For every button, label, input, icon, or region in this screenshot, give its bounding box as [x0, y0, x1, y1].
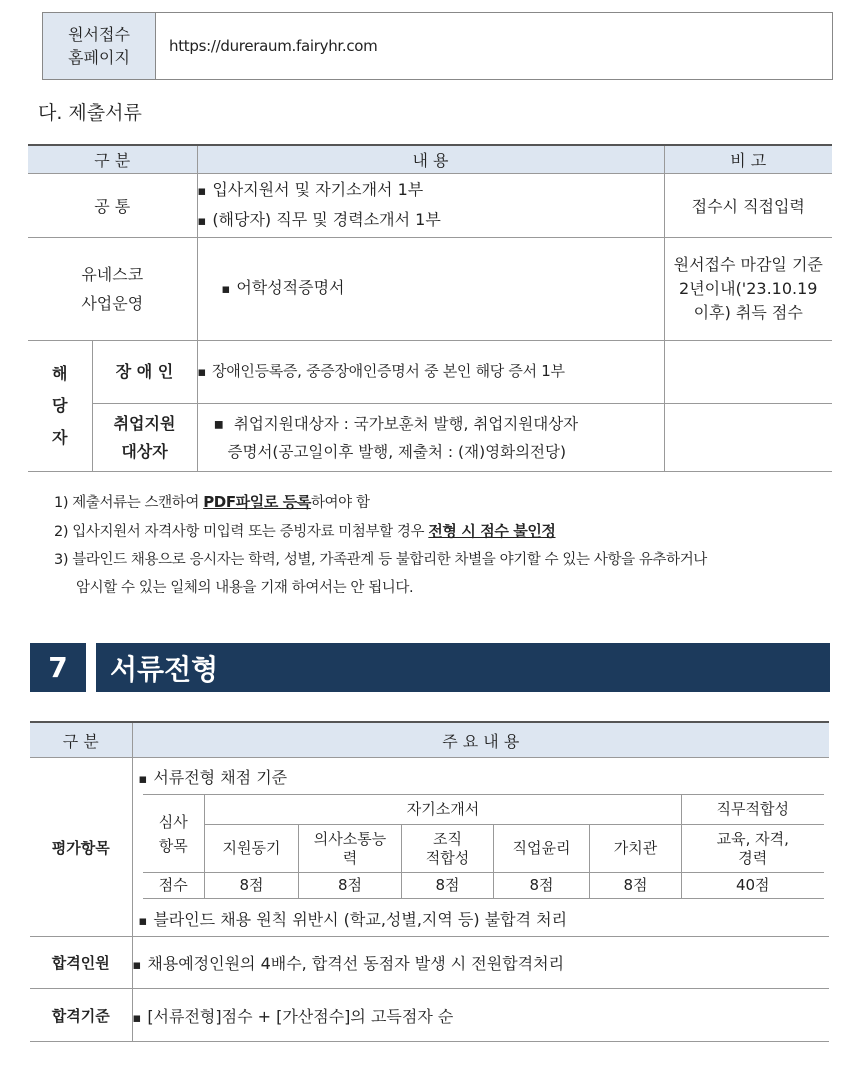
score-group-self-intro: 자기소개서	[205, 795, 682, 825]
disabled-label: 장 애 인	[92, 341, 197, 404]
documents-row-unesco	[28, 238, 832, 341]
pass-criteria-text: ▪ [서류전형]점수 + [가산점수]의 고득점자 순	[132, 989, 829, 1042]
documents-heading: 다. 제출서류	[38, 102, 142, 124]
applicable-label-line1: 해	[52, 364, 68, 383]
unesco-label-line1: 유네스코	[81, 265, 144, 284]
score-items-row	[143, 825, 824, 873]
pass-criteria-label: 합격기준	[30, 989, 132, 1042]
employment-support-item-line1: ▪ 취업지원대상자 : 국가보훈처 발행, 취업지원대상자	[213, 414, 579, 433]
score-item-header-line1: 심사	[158, 812, 188, 831]
employment-support-item-line2: 증명서(공고일이후 발행, 제출처 : (재)영화의전당)	[227, 442, 567, 461]
apply-homepage-label-line1: 원서접수	[68, 25, 130, 44]
disabled-item: ▪ 장애인등록증, 중증장애인증명서 중 본인 해당 증서 1부	[198, 357, 664, 387]
note-1-emphasis: PDF파일로 등록	[203, 493, 311, 511]
blind-rule: ▪ 블라인드 채용 원칙 위반시 (학교,성별,지역 등) 불합격 처리	[133, 907, 830, 930]
note-1-suffix: 하여야 함	[310, 495, 370, 511]
note-1-prefix: 1) 제출서류는 스캔하여	[54, 495, 204, 511]
employment-support-item-text1: 취업지원대상자 : 국가보훈처 발행, 취업지원대상자	[233, 414, 579, 433]
documents-row-employment-support	[28, 404, 832, 472]
score-value: 8점	[402, 873, 494, 899]
score-item: 지원동기	[205, 825, 299, 873]
common-note: 접수시 직접입력	[664, 174, 832, 238]
common-item: ▪ (해당자) 직무 및 경력소개서 1부	[198, 206, 664, 236]
documents-header-row	[28, 145, 832, 174]
score-item: 의사소통능 력	[299, 825, 402, 873]
documents-table	[28, 144, 832, 472]
section-number: 7	[30, 643, 86, 692]
score-values-row	[143, 873, 824, 899]
apply-homepage-label-line2: 홈페이지	[68, 48, 130, 67]
pass-count-row	[30, 937, 829, 989]
evaluation-label: 평가항목	[30, 758, 132, 937]
unesco-item: ▪ 어학성적증명서	[222, 274, 664, 304]
unesco-note-line1: 원서접수 마감일 기준	[673, 255, 823, 274]
unesco-note-line2: 2년이내('23.10.19	[679, 279, 818, 298]
employment-support-label-line1: 취업지원	[113, 413, 176, 433]
evaluation-row	[30, 758, 829, 937]
score-value: 8점	[494, 873, 590, 899]
common-item: ▪ 입사지원서 및 자기소개서 1부	[198, 176, 664, 206]
unesco-note	[664, 238, 832, 341]
pass-count-label: 합격인원	[30, 937, 132, 989]
score-table	[143, 794, 824, 899]
score-item: 직업윤리	[494, 825, 590, 873]
screening-table	[30, 721, 829, 1042]
note-3-line1: 3) 블라인드 채용으로 응시자는 학력, 성별, 가족관계 등 불합리한 차별을 야기할 수 있는 사항을 유추하거나	[54, 552, 707, 568]
score-group-row	[143, 795, 824, 825]
applicable-label-line2: 당	[52, 396, 68, 415]
score-value: 8점	[205, 873, 299, 899]
common-label: 공 통	[28, 174, 197, 238]
unesco-items	[197, 238, 664, 341]
unesco-label-line2: 사업운영	[81, 294, 144, 313]
score-item: 조직 적합성	[402, 825, 494, 873]
documents-row-common	[28, 174, 832, 238]
unesco-note-line3: 이후) 취득 점수	[693, 303, 803, 322]
score-item: 가치관	[590, 825, 682, 873]
documents-header-note: 비 고	[664, 145, 832, 174]
score-item-header-line2: 항목	[158, 836, 188, 855]
score-value: 40점	[682, 873, 824, 899]
pass-criteria-row	[30, 989, 829, 1042]
common-items	[197, 174, 664, 238]
score-value: 8점	[590, 873, 682, 899]
documents-header-content: 내 용	[197, 145, 664, 174]
score-value: 8점	[299, 873, 402, 899]
score-item: 교육, 자격, 경력	[682, 825, 824, 873]
unesco-label	[28, 238, 197, 341]
screening-header-content: 주 요 내 용	[132, 722, 829, 758]
note-2	[54, 517, 834, 546]
section-title: 서류전형	[96, 643, 830, 692]
employment-support-label-line2: 대상자	[121, 441, 168, 461]
score-item-header	[143, 795, 205, 873]
documents-row-disabled	[28, 341, 832, 404]
score-group-job-fit: 직무적합성	[682, 795, 824, 825]
apply-homepage-url[interactable]: https://dureraum.fairyhr.com	[169, 37, 378, 55]
criteria-title: ▪ 서류전형 채점 기준	[133, 765, 830, 788]
apply-homepage-label	[43, 13, 156, 79]
screening-header-row	[30, 722, 829, 758]
disabled-note	[664, 341, 832, 404]
pass-count-text: ▪ 채용예정인원의 4배수, 합격선 동점자 발생 시 전원합격처리	[132, 937, 829, 989]
apply-homepage-box	[42, 12, 833, 80]
note-2-emphasis: 전형 시 점수 불인정	[428, 522, 556, 540]
employment-support-note	[664, 404, 832, 472]
disabled-items	[197, 341, 664, 404]
notes	[54, 488, 834, 602]
applicable-label	[28, 341, 92, 472]
score-row-label: 점수	[143, 873, 205, 899]
screening-header-category: 구 분	[30, 722, 132, 758]
note-1	[54, 488, 834, 517]
note-3-line2: 암시할 수 있는 일체의 내용을 기재 하여서는 안 됩니다.	[76, 580, 414, 596]
note-2-prefix: 2) 입사지원서 자격사항 미입력 또는 증빙자료 미첨부할 경우	[54, 524, 429, 540]
employment-support-items	[197, 404, 664, 472]
documents-header-category: 구 분	[28, 145, 197, 174]
evaluation-content	[132, 758, 829, 937]
applicable-label-line3: 자	[52, 428, 68, 447]
employment-support-label	[92, 404, 197, 472]
